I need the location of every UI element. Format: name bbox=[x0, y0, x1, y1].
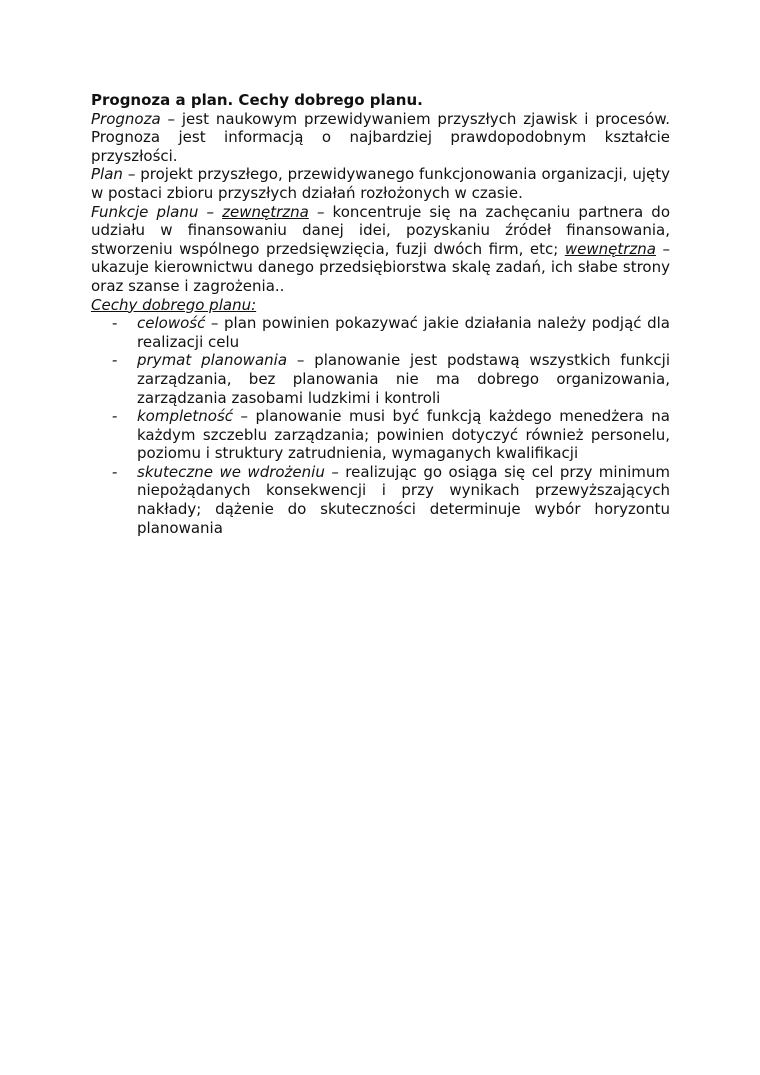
feature-description: – planowanie musi być funkcją każdego menedżera na każdym szczeblu zarządzania; powinien dotyczyć również personelu, poziomu i struktury zatrudnienia, wymaganych kwalifikacji bbox=[137, 407, 670, 463]
term-plan: Plan bbox=[91, 165, 123, 184]
definition-wewnetrzna: – ukazuje kierownictwu danego przedsiębiorstwa skalę zadań, ich słabe strony oraz szanse i zagrożenia.. bbox=[91, 239, 670, 295]
term-funkcje-planu: Funkcje planu – bbox=[91, 202, 223, 221]
feature-term: skuteczne we wdrożeniu bbox=[137, 462, 325, 481]
document-body bbox=[91, 91, 670, 537]
feature-description: – planowanie jest podstawą wszystkich funkcji zarządzania, bez planowania nie ma dobrego organizowania, zarządzania zasobami ludzkimi i kontroli bbox=[137, 351, 670, 407]
list-item bbox=[91, 351, 670, 407]
features-list bbox=[91, 314, 670, 537]
term-prognoza: Prognoza bbox=[91, 109, 161, 128]
list-bullet: - bbox=[112, 351, 118, 370]
definition-plan: – projekt przyszłego, przewidywanego funkcjonowania organizacji, ujęty w postaci zbioru przyszłych działań rozłożonych w czasie. bbox=[91, 165, 670, 202]
definition-prognoza: – jest naukowym przewidywaniem przyszłych zjawisk i procesów. Prognoza jest informacją o najbardziej prawdopodobnym kształcie przyszłości. bbox=[91, 109, 670, 165]
paragraph-prognoza bbox=[91, 110, 670, 166]
document-title: Prognoza a plan. Cechy dobrego planu. bbox=[91, 91, 423, 109]
feature-description: – realizując go osiąga się cel przy minimum niepożądanych konsekwencji i przy wynikach przewyższających nakłady; dążenie do skuteczności determinuje wybór horyzontu planowania bbox=[137, 462, 670, 537]
feature-term: prymat planowania bbox=[137, 351, 288, 370]
feature-term: celowość bbox=[137, 314, 206, 333]
definition-zewnetrzna: – koncentruje się na zachęcaniu partnera do udziału w finansowaniu danej idei, pozyskaniu źródeł finansowania, stworzeniu wspólnego przedsięwzięcia, fuzji dwóch firm, etc; bbox=[91, 202, 671, 258]
paragraph-plan bbox=[91, 165, 670, 202]
list-item bbox=[91, 407, 670, 463]
term-zewnetrzna: zewnętrzna bbox=[222, 202, 309, 221]
feature-term: kompletność bbox=[137, 407, 234, 426]
list-item bbox=[91, 463, 670, 537]
features-heading: Cechy dobrego planu: bbox=[91, 295, 257, 314]
term-wewnetrzna: wewnętrzna bbox=[564, 239, 656, 258]
list-item bbox=[91, 314, 670, 351]
list-bullet: - bbox=[112, 407, 118, 426]
paragraph-funkcje-planu bbox=[91, 203, 670, 296]
list-bullet: - bbox=[112, 314, 118, 333]
list-bullet: - bbox=[112, 462, 118, 481]
feature-description: – plan powinien pokazywać jakie działania należy podjąć dla realizacji celu bbox=[137, 314, 670, 351]
